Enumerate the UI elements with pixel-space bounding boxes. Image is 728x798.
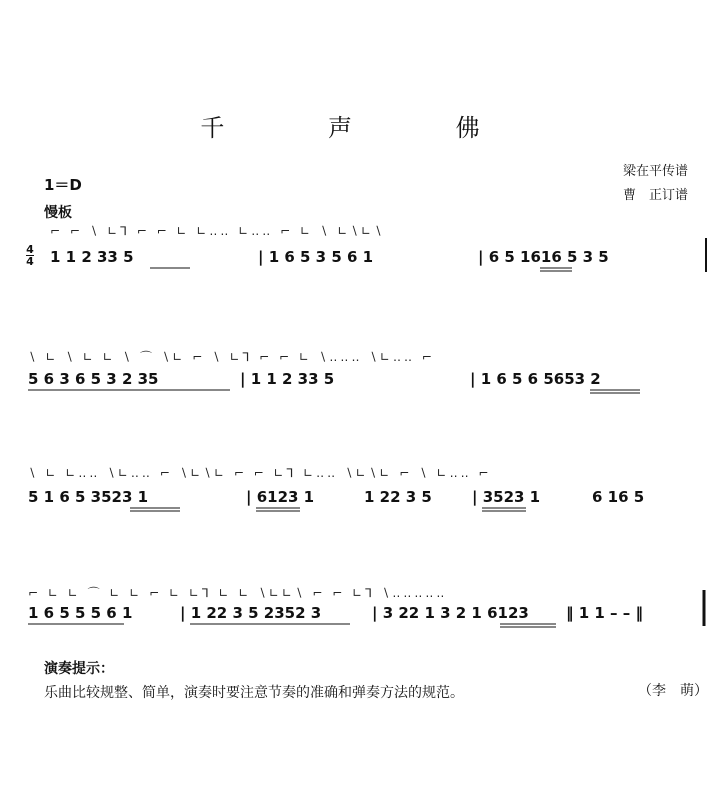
- measure-group: 1 1 2 33 5: [50, 248, 134, 266]
- revised-by: 曹 正订谱: [622, 188, 688, 203]
- technique-marks: ∖ ∟ ∖ ∟ ∟ ∖ ⌒ ∖∟ ⌐ ∖ ∟⅂ ⌐ ⌐ ∟ ∖‥‥‥ ∖∟‥‥ ⌐: [28, 350, 435, 364]
- measure-group: | 1 6 5 6 5653 2: [470, 370, 601, 388]
- score-line-3: [0, 460, 728, 550]
- final-measure: ‖ 1 1 – – ‖: [566, 604, 643, 622]
- measure-group: 5 1 6 5 3523 1: [28, 488, 149, 506]
- measure-group: | 6 5 1616 5 3 5: [478, 248, 609, 266]
- piece-title: 千 声 佛: [200, 114, 528, 142]
- measure-group: | 3523 1: [472, 488, 541, 506]
- score-line-2: [0, 340, 728, 430]
- barlines: [0, 220, 728, 310]
- technique-marks: ∖ ∟ ∟‥‥ ∖∟‥‥ ⌐ ∖∟∖∟ ⌐ ⌐ ∟⅂ ∟‥‥ ∖∟∖∟ ⌐ ∖ ∟‥‥ ⌐: [28, 466, 492, 480]
- key-signature: 1＝D: [44, 176, 82, 194]
- tempo-marking: 慢板: [44, 205, 72, 221]
- transmitted-by: 梁在平传谱: [622, 164, 688, 179]
- score-line-1: [0, 220, 728, 310]
- performance-hint-text: 乐曲比较规整、简单，演奏时要注意节奏的准确和弹奏方法的规范。: [44, 685, 464, 701]
- technique-marks: ⌐ ⌐ ∖ ∟⅂ ⌐ ⌐ ∟ ∟‥‥ ∟‥‥ ⌐ ∟ ∖ ∟∖∟∖: [50, 224, 385, 238]
- barlines: [0, 460, 728, 550]
- measure-group: 6 16 5: [592, 488, 645, 506]
- time-signature-bottom: 4: [26, 255, 34, 268]
- measure-group: | 1 6 5 3 5 6 1: [258, 248, 374, 266]
- measure-group: 5 6 3 6 5 3 2 35: [28, 370, 159, 388]
- measure-group: 1 22 3 5: [364, 488, 432, 506]
- time-signature-top: 4: [26, 243, 34, 256]
- technique-marks: ⌐ ∟ ∟ ⌒ ∟ ∟ ⌐ ∟ ∟⅂ ∟ ∟ ∖∟∟∖ ⌐ ⌐ ∟⅂ ∖‥‥‥‥‥: [28, 586, 448, 600]
- barlines: [0, 578, 728, 668]
- measure-group: | 6123 1: [246, 488, 315, 506]
- score-line-4: [0, 578, 728, 668]
- barlines: [0, 340, 728, 430]
- performance-hint-heading: 演奏提示：: [44, 661, 114, 677]
- measure-group: | 1 1 2 33 5: [240, 370, 335, 388]
- measure-group: 1 6 5 5 5 6 1: [28, 604, 133, 622]
- measure-group: | 1 22 3 5 2352 3: [180, 604, 322, 622]
- hint-attribution: （李 萌）: [638, 683, 708, 699]
- measure-group: | 3 22 1 3 2 1 6123: [372, 604, 529, 622]
